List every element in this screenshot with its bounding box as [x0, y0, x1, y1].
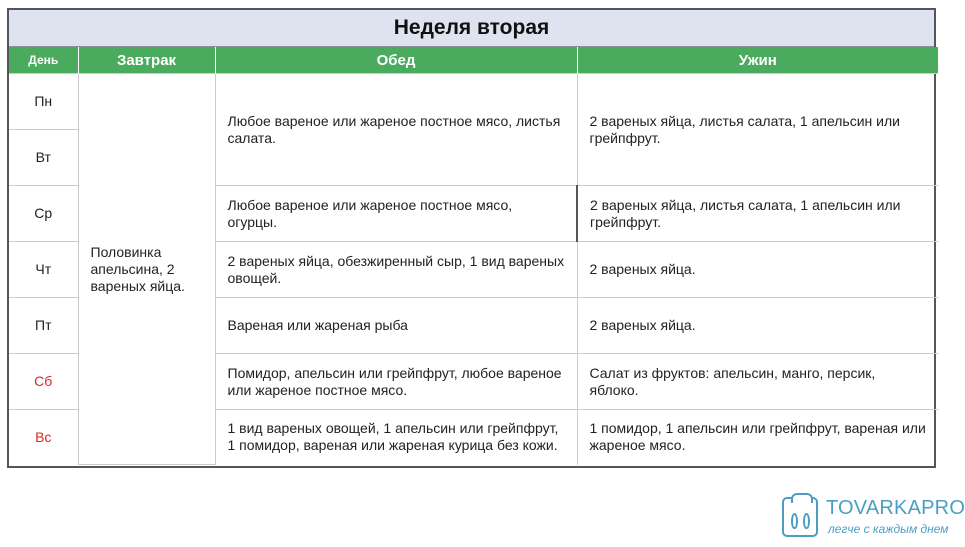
- column-header-day: День: [9, 47, 78, 74]
- lunch-cell: Вареная или жареная рыба: [215, 298, 577, 354]
- diet-table-sheet: [7, 8, 936, 468]
- breakfast-cell: Половинка апельсина, 2 вареных яйца.: [78, 74, 215, 465]
- logo-brand: TOVARKAPRO: [826, 497, 965, 519]
- day-cell: Ср: [9, 186, 78, 242]
- lunch-cell: Любое вареное или жареное постное мясо, листья салата.: [215, 74, 577, 186]
- dinner-cell: 2 вареных яйца, листья салата, 1 апельсин или грейпфрут.: [577, 186, 938, 242]
- dinner-cell: 2 вареных яйца.: [577, 242, 938, 298]
- column-header-dinner: Ужин: [577, 47, 938, 74]
- lunch-cell: 2 вареных яйца, обезжиренный сыр, 1 вид вареных овощей.: [215, 242, 577, 298]
- day-cell: Пт: [9, 298, 78, 354]
- footprints-icon: [782, 497, 818, 537]
- day-cell: Пн: [9, 74, 78, 130]
- day-cell: Сб: [9, 354, 78, 410]
- dinner-cell: Салат из фруктов: апельсин, манго, персик, яблоко.: [577, 354, 938, 410]
- column-header-lunch: Обед: [215, 47, 577, 74]
- lunch-cell: Любое вареное или жареное постное мясо, огурцы.: [215, 186, 577, 242]
- lunch-cell: 1 вид вареных овощей, 1 апельсин или грейпфрут, 1 помидор, вареная или жареная курица без кожи.: [215, 410, 577, 465]
- dinner-cell: 2 вареных яйца.: [577, 298, 938, 354]
- meal-plan-table: [9, 47, 938, 465]
- table-header-row: [9, 47, 938, 74]
- table-title: Неделя вторая: [9, 10, 934, 47]
- day-cell: Вс: [9, 410, 78, 465]
- dinner-cell: 2 вареных яйца, листья салата, 1 апельсин или грейпфрут.: [577, 74, 938, 186]
- logo-tagline: легче с каждым днем: [828, 522, 949, 536]
- tovarkapro-logo: [782, 497, 965, 539]
- day-cell: Чт: [9, 242, 78, 298]
- day-cell: Вт: [9, 130, 78, 186]
- dinner-cell: 1 помидор, 1 апельсин или грейпфрут, вареная или жареное мясо.: [577, 410, 938, 465]
- lunch-cell: Помидор, апельсин или грейпфрут, любое вареное или жареное постное мясо.: [215, 354, 577, 410]
- table-row: [9, 74, 938, 130]
- column-header-breakfast: Завтрак: [78, 47, 215, 74]
